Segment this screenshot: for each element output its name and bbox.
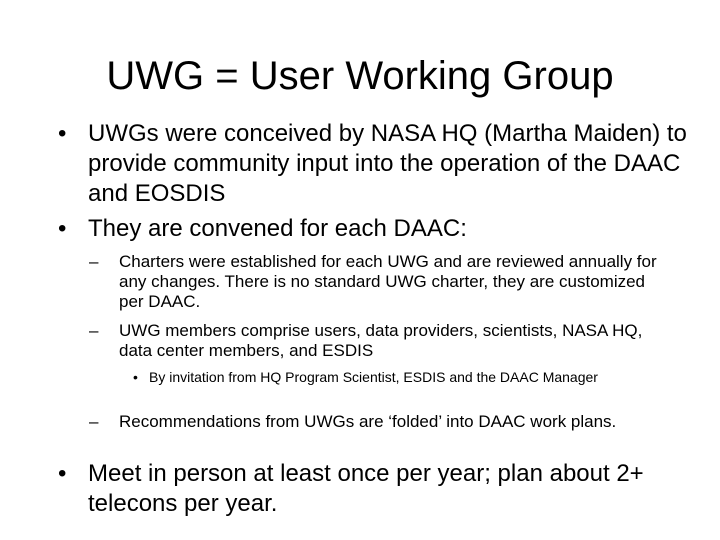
bullet-text: UWGs were conceived by NASA HQ (Martha Maiden) to provide community input into the operation of the DAAC and EOSDIS [88,120,687,207]
dash-marker: – [89,412,99,431]
bullet-item-meet-in-person [58,459,688,519]
sub-bullet-recommendations [89,412,659,432]
bullet-marker: • [58,215,67,242]
sub-bullet-members [89,321,659,361]
bullet-marker: • [133,369,138,385]
sub-sub-bullet-invitation [133,369,669,386]
bullet-text: By invitation from HQ Program Scientist, ESDIS and the DAAC Manager [149,369,598,385]
bullet-text: They are convened for each DAAC: [88,215,467,242]
bullet-text: Recommendations from UWGs are ‘folded’ into DAAC work plans. [119,412,617,431]
bullet-text: Charters were established for each UWG and are reviewed annually for any changes. There is no standard UWG charter, they are customized per DAAC. [119,252,657,311]
bullet-item-convened [58,214,688,244]
slide-title: UWG = User Working Group [106,54,614,98]
bullet-text: Meet in person at least once per year; plan about 2+ telecons per year. [88,460,644,517]
sub-bullet-charters [89,252,659,312]
dash-marker: – [89,321,99,340]
bullet-marker: • [58,460,67,487]
bullet-text: UWG members comprise users, data providers, scientists, NASA HQ, data center members, and ESDIS [119,321,643,360]
dash-marker: – [89,252,99,271]
bullet-item-uwgs-conceived [58,119,688,209]
bullet-marker: • [58,120,67,147]
